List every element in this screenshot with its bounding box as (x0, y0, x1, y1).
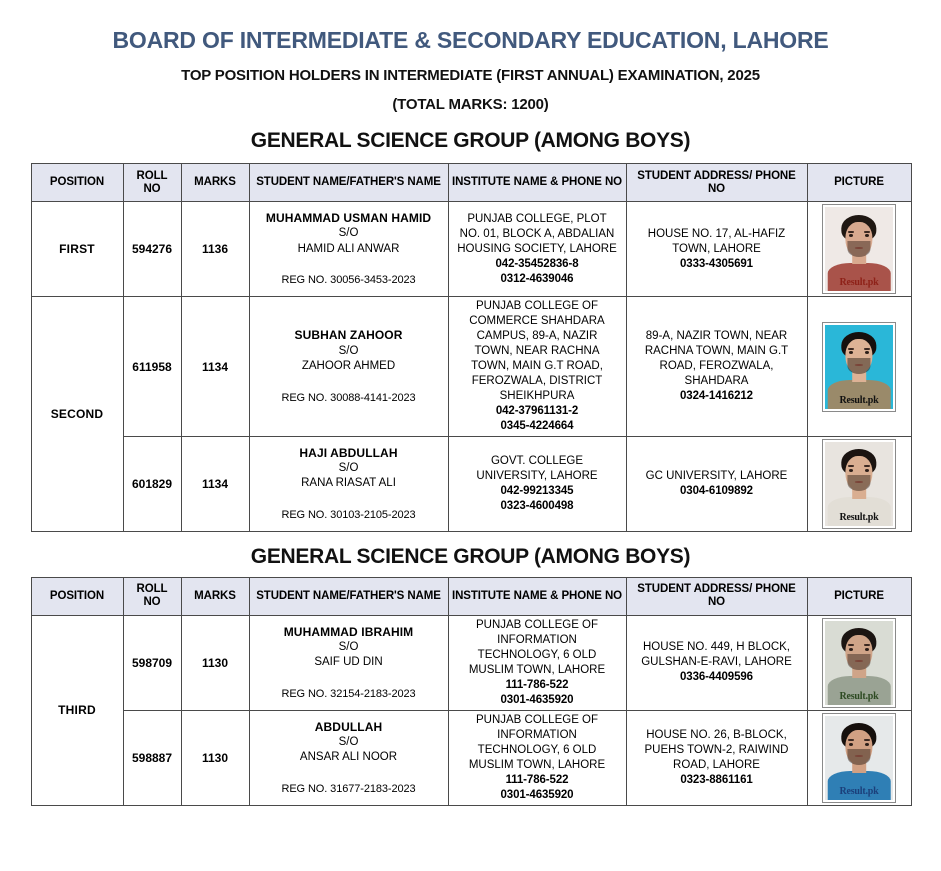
watermark-text: Result.pk (839, 785, 879, 797)
student-address: HOUSE NO. 26, B-BLOCK, PUEHS TOWN-2, RAIWIND ROAD, LAHORE (644, 728, 789, 771)
institute-phones: 042-99213345 0323-4600498 (500, 484, 574, 512)
son-of-label: S/O (338, 227, 359, 240)
student-photo (825, 716, 893, 800)
result-table (31, 577, 912, 806)
son-of-label: S/O (338, 461, 359, 474)
father-name: RANA RIASAT ALI (301, 477, 396, 490)
table-row (31, 710, 911, 805)
student-name-cell (249, 202, 448, 297)
institute-cell (448, 436, 626, 531)
result-table-wrapper (31, 577, 911, 806)
col-picture: PICTURE (807, 164, 911, 202)
student-address: HOUSE NO. 17, AL-HAFIZ TOWN, LAHORE (647, 227, 786, 255)
roll-no-cell: 611958 (123, 297, 181, 436)
institute-cell (448, 710, 626, 805)
father-name: SAIF UD DIN (314, 656, 383, 669)
marks-cell: 1136 (181, 202, 249, 297)
student-address: HOUSE NO. 449, H BLOCK, GULSHAN-E-RAVI, LAHORE (641, 641, 792, 669)
col-student-name: STUDENT NAME/FATHER'S NAME (249, 577, 448, 615)
address-cell (626, 615, 807, 710)
marks-cell: 1130 (181, 615, 249, 710)
col-roll-no: ROLL NO (123, 164, 181, 202)
student-name-cell (249, 297, 448, 436)
table-row (31, 436, 911, 531)
student-name-cell (249, 710, 448, 805)
registration-no: REG NO. 31677-2183-2023 (281, 782, 416, 795)
table-row (31, 202, 911, 297)
institute-cell (448, 297, 626, 436)
registration-no: REG NO. 30056-3453-2023 (281, 274, 416, 287)
result-table (31, 163, 912, 531)
watermark-text: Result.pk (839, 511, 879, 523)
student-photo (825, 325, 893, 409)
student-photo-frame (822, 204, 896, 294)
student-name: MUHAMMAD USMAN HAMID (265, 211, 432, 226)
marks-cell: 1134 (181, 297, 249, 436)
picture-cell (807, 615, 911, 710)
table-header-row (31, 164, 911, 202)
marks-cell: 1130 (181, 710, 249, 805)
roll-no-cell: 594276 (123, 202, 181, 297)
institute-cell (448, 202, 626, 297)
roll-no-cell: 598709 (123, 615, 181, 710)
father-name: ANSAR ALI NOOR (299, 751, 398, 764)
son-of-label: S/O (338, 344, 359, 357)
position-cell: SECOND (31, 297, 123, 531)
institute-name: GOVT. COLLEGE UNIVERSITY, LAHORE (476, 454, 598, 482)
student-photo-frame (822, 439, 896, 529)
col-student-name: STUDENT NAME/FATHER'S NAME (249, 164, 448, 202)
institute-name: PUNJAB COLLEGE, PLOT NO. 01, BLOCK A, ABDALIAN HOUSING SOCIETY, LAHORE (457, 212, 617, 255)
registration-no: REG NO. 30088-4141-2023 (281, 391, 416, 404)
col-picture: PICTURE (807, 577, 911, 615)
col-address: STUDENT ADDRESS/ PHONE NO (626, 577, 807, 615)
address-cell (626, 436, 807, 531)
student-name-cell (249, 615, 448, 710)
marks-cell: 1134 (181, 436, 249, 531)
institute-name: PUNJAB COLLEGE OF INFORMATION TECHNOLOGY, 6 OLD MUSLIM TOWN, LAHORE (468, 618, 606, 676)
son-of-label: S/O (338, 735, 359, 748)
institute-cell (448, 615, 626, 710)
institute-phones: 111-786-522 0301-4635920 (500, 773, 574, 801)
col-institute: INSTITUTE NAME & PHONE NO (448, 577, 626, 615)
student-phones: 0323-8861161 (680, 773, 753, 786)
student-address: GC UNIVERSITY, LAHORE (645, 469, 788, 482)
institute-phones: 111-786-522 0301-4635920 (500, 678, 574, 706)
father-name: HAMID ALI ANWAR (297, 242, 400, 255)
picture-cell (807, 710, 911, 805)
student-name: MUHAMMAD IBRAHIM (283, 624, 414, 639)
institute-name: PUNJAB COLLEGE OF INFORMATION TECHNOLOGY, 6 OLD MUSLIM TOWN, LAHORE (468, 713, 606, 771)
watermark-text: Result.pk (839, 277, 879, 289)
student-phones: 0336-4409596 (680, 671, 753, 684)
address-cell (626, 202, 807, 297)
student-photo (825, 207, 893, 291)
exam-subtitle: TOP POSITION HOLDERS IN INTERMEDIATE (FIRST ANNUAL) EXAMINATION, 2025 (181, 67, 760, 85)
student-photo-frame (822, 618, 896, 708)
student-name: SUBHAN ZAHOOR (294, 328, 403, 343)
position-cell: FIRST (31, 202, 123, 297)
student-address: 89-A, NAZIR TOWN, NEAR RACHNA TOWN, MAIN G.T ROAD, FEROZWALA, SHAHDARA (644, 330, 789, 387)
institute-phones: 042-35452836-8 0312-4639046 (495, 257, 579, 285)
picture-cell (807, 202, 911, 297)
student-phones: 0333-4305691 (680, 257, 753, 270)
institute-phones: 042-37961131-2 0345-4224664 (495, 404, 579, 432)
father-name: ZAHOOR AHMED (301, 360, 396, 373)
roll-no-cell: 601829 (123, 436, 181, 531)
student-name: ABDULLAH (314, 719, 383, 734)
student-name-cell (249, 436, 448, 531)
position-cell: THIRD (31, 615, 123, 805)
institute-name: PUNJAB COLLEGE OF COMMERCE SHAHDARA CAMPUS, 89-A, NAZIR TOWN, NEAR RACHNA TOWN, MAIN G.T ROAD, FEROZWALA, DISTRICT SHEIKHPURA (469, 300, 605, 402)
col-position: POSITION (31, 577, 123, 615)
total-marks-label: (TOTAL MARKS: 1200) (392, 96, 549, 114)
col-roll-no: ROLL NO (123, 577, 181, 615)
student-photo (825, 621, 893, 705)
group-title: GENERAL SCIENCE GROUP (AMONG BOYS) (250, 544, 691, 568)
student-phones: 0324-1416212 (680, 389, 753, 402)
student-phones: 0304-6109892 (680, 484, 753, 497)
table-row (31, 615, 911, 710)
picture-cell (807, 436, 911, 531)
registration-no: REG NO. 30103-2105-2023 (281, 508, 416, 521)
watermark-text: Result.pk (839, 690, 879, 702)
tables-container (0, 113, 941, 805)
picture-cell (807, 297, 911, 436)
address-cell (626, 710, 807, 805)
watermark-text: Result.pk (839, 394, 879, 406)
registration-no: REG NO. 32154-2183-2023 (281, 687, 416, 700)
result-table-wrapper (31, 163, 911, 531)
student-name: HAJI ABDULLAH (299, 445, 398, 460)
table-row (31, 297, 911, 436)
col-address: STUDENT ADDRESS/ PHONE NO (626, 164, 807, 202)
col-position: POSITION (31, 164, 123, 202)
student-photo-frame (822, 322, 896, 412)
table-header-row (31, 577, 911, 615)
group-title: GENERAL SCIENCE GROUP (AMONG BOYS) (250, 129, 691, 153)
page-title: BOARD OF INTERMEDIATE & SECONDARY EDUCATION, LAHORE (112, 27, 829, 53)
address-cell (626, 297, 807, 436)
son-of-label: S/O (338, 640, 359, 653)
student-photo-frame (822, 713, 896, 803)
col-marks: MARKS (181, 577, 249, 615)
roll-no-cell: 598887 (123, 710, 181, 805)
student-photo (825, 442, 893, 526)
col-marks: MARKS (181, 164, 249, 202)
col-institute: INSTITUTE NAME & PHONE NO (448, 164, 626, 202)
